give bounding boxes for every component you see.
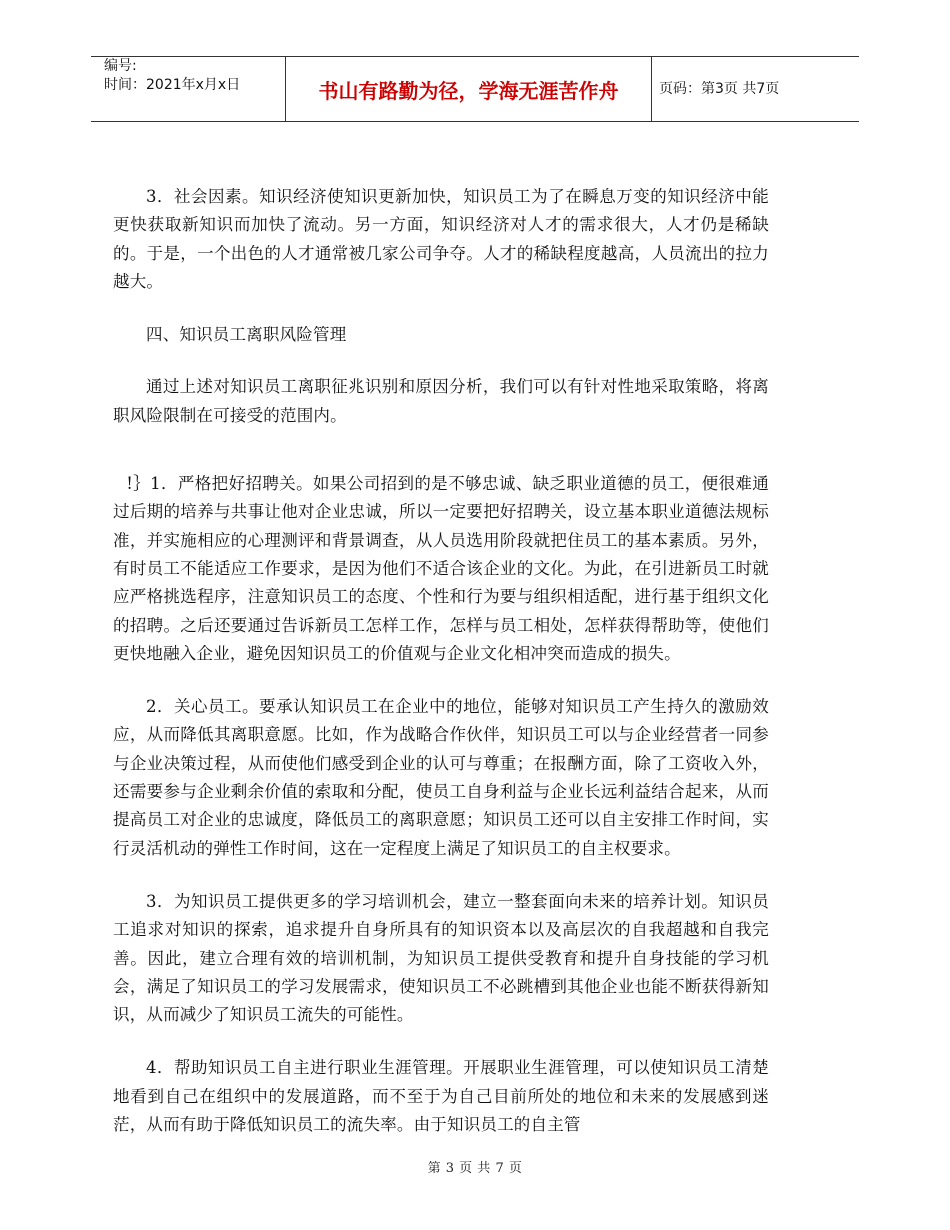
paragraph-training: 3．为知识员工提供更多的学习培训机会，建立一整套面向未来的培养计划。知识员工追求对知识的探索，追求提升自身所具有的知识资本以及高层次的自我超越和自我完善。因此，建立合理有效的培训机制，为知识员工提供受教育和提升自身技能的学习机会，满足了知识员工的学习发展需求，使知识员工不必跳槽到其他企业也能不断获得新知识，从而减少了知识员工流失的可能性。 bbox=[113, 891, 769, 1025]
document-body bbox=[113, 183, 769, 1139]
paragraph-care-employees: 2．关心员工。要承认知识员工在企业中的地位，能够对知识员工产生持久的激励效应，从而降低其离职意愿。比如，作为战略合作伙伴，知识员工可以与企业经营者一同参与企业决策过程，从而使他们感受到企业的认可与尊重；在报酬方面，除了工资收入外，还需要参与企业剩余价值的索取和分配，使员工自身利益与企业长远利益结合起来，从而提高员工对企业的忠诚度，降低员工的离职意愿；知识员工还可以自主安排工作时间，实行灵活机动的弹性工作时间，这在一定程度上满足了知识员工的自主权要求。 bbox=[113, 697, 769, 858]
header-meta bbox=[104, 57, 240, 95]
paragraph-career-management: 4．帮助知识员工自主进行职业生涯管理。开展职业生涯管理，可以使知识员工清楚地看到自己在组织中的发展道路，而不至于为自己目前所处的地位和未来的发展感到迷茫，从而有助于降低知识员工的流失率。由于知识员工的自主管 bbox=[113, 1058, 769, 1135]
footer-page-indicator: 第 3 页 共 7 页 bbox=[427, 1161, 523, 1176]
document-time-label: 时间：2021年x月x日 bbox=[104, 77, 241, 93]
paragraph-intro-strategy: 通过上述对知识员工离职征兆识别和原因分析，我们可以有针对性地采取策略，将离职风险限制在可接受的范围内。 bbox=[113, 377, 769, 425]
header-bottom-rule bbox=[91, 121, 859, 122]
document-number-label: 编号: bbox=[104, 58, 137, 74]
header-motto: 书山有路勤为径，学海无涯苦作舟 bbox=[285, 57, 652, 121]
paragraph-social-factors: 3．社会因素。知识经济使知识更新加快，知识员工为了在瞬息万变的知识经济中能更快获取新知识而加快了流动。另一方面，知识经济对人才的需求很大，人才仍是稀缺的。于是，一个出色的人才通常被几家公司争夺。人才的稀缺程度越高，人员流出的拉力越大。 bbox=[113, 187, 769, 291]
header-page-label: 页码：第3页 共7页 bbox=[659, 81, 780, 97]
paragraph-recruitment: !｝1．严格把好招聘关。如果公司招到的是不够忠诚、缺乏职业道德的员工，便很难通过后期的培养与共事让他对企业忠诚，所以一定要把好招聘关，设立基本职业道德法规标准，并实施相应的心理测评和背景调查，从人员选用阶段就把住员工的基本素质。另外，有时员工不能适应工作要求，是因为他们不适合该企业的文化。为此，在引进新员工时就应严格挑选程序，注意知识员工的态度、个性和行为要与组织相适配，进行基于组织文化的招聘。之后还要通过告诉新员工怎样工作，怎样与员工相处，怎样获得帮助等，使他们更快地融入企业，避免因知识员工的价值观与企业文化相冲突而造成的损失。 bbox=[113, 474, 769, 663]
section-heading-risk-management: 四、知识员工离职风险管理 bbox=[146, 325, 347, 345]
